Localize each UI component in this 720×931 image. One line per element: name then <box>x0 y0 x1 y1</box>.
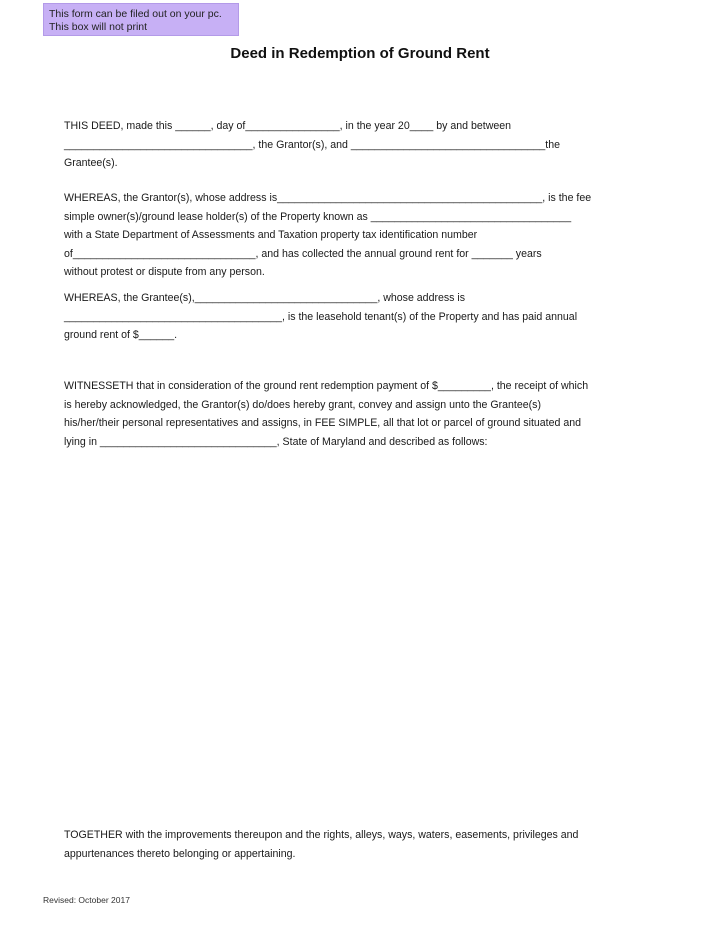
para-line: of_______________________________, and has collected the annual ground rent for _______ years <box>64 247 542 260</box>
para-line: simple owner(s)/ground lease holder(s) of the Property known as __________________________________ <box>64 210 572 223</box>
para-line: is hereby acknowledged, the Grantor(s) do/does hereby grant, convey and assign unto the Grantee(s) <box>64 398 541 411</box>
para-line: WHEREAS, the Grantee(s),_______________________________, whose address is <box>64 292 466 304</box>
fill-instructions-box <box>43 3 239 36</box>
document-title: Deed in Redemption of Ground Rent <box>230 45 490 62</box>
para-line: appurtenances thereto belonging or appertaining. <box>64 847 296 860</box>
para-line: _____________________________________, is the leasehold tenant(s) of the Property and has paid annual <box>64 310 578 323</box>
para-line: Grantee(s). <box>64 157 118 169</box>
grantee-whereas-paragraph <box>64 289 664 345</box>
para-line: TOGETHER with the improvements thereupon and the rights, alleys, ways, waters, easements, privileges and <box>64 829 579 841</box>
revision-date: Revised: October 2017 <box>43 895 130 905</box>
together-paragraph <box>64 826 664 863</box>
deed-intro-paragraph <box>64 117 664 173</box>
notice-line-2: This box will not print <box>49 20 148 33</box>
para-line: with a State Department of Assessments and Taxation property tax identification number <box>64 229 478 241</box>
para-line: WITNESSETH that in consideration of the ground rent redemption payment of $_________, the receipt of which <box>64 380 589 392</box>
notice-line-1: This form can be filed out on your pc. <box>49 8 222 20</box>
witnesseth-paragraph <box>64 377 664 451</box>
para-line: ground rent of $______. <box>64 329 178 341</box>
para-line: without protest or dispute from any person. <box>64 266 265 278</box>
grantor-whereas-paragraph <box>64 189 664 282</box>
para-line: lying in ______________________________, State of Maryland and described as follows: <box>64 435 488 448</box>
para-line: his/her/their personal representatives and assigns, in FEE SIMPLE, all that lot or parcel of ground situated and <box>64 417 582 429</box>
para-line: ________________________________, the Grantor(s), and _________________________________the <box>64 138 561 151</box>
para-line: WHEREAS, the Grantor(s), whose address is_____________________________________________, is the fee <box>64 192 592 204</box>
para-line: THIS DEED, made this ______, day of________________, in the year 20____ by and between <box>64 120 512 132</box>
